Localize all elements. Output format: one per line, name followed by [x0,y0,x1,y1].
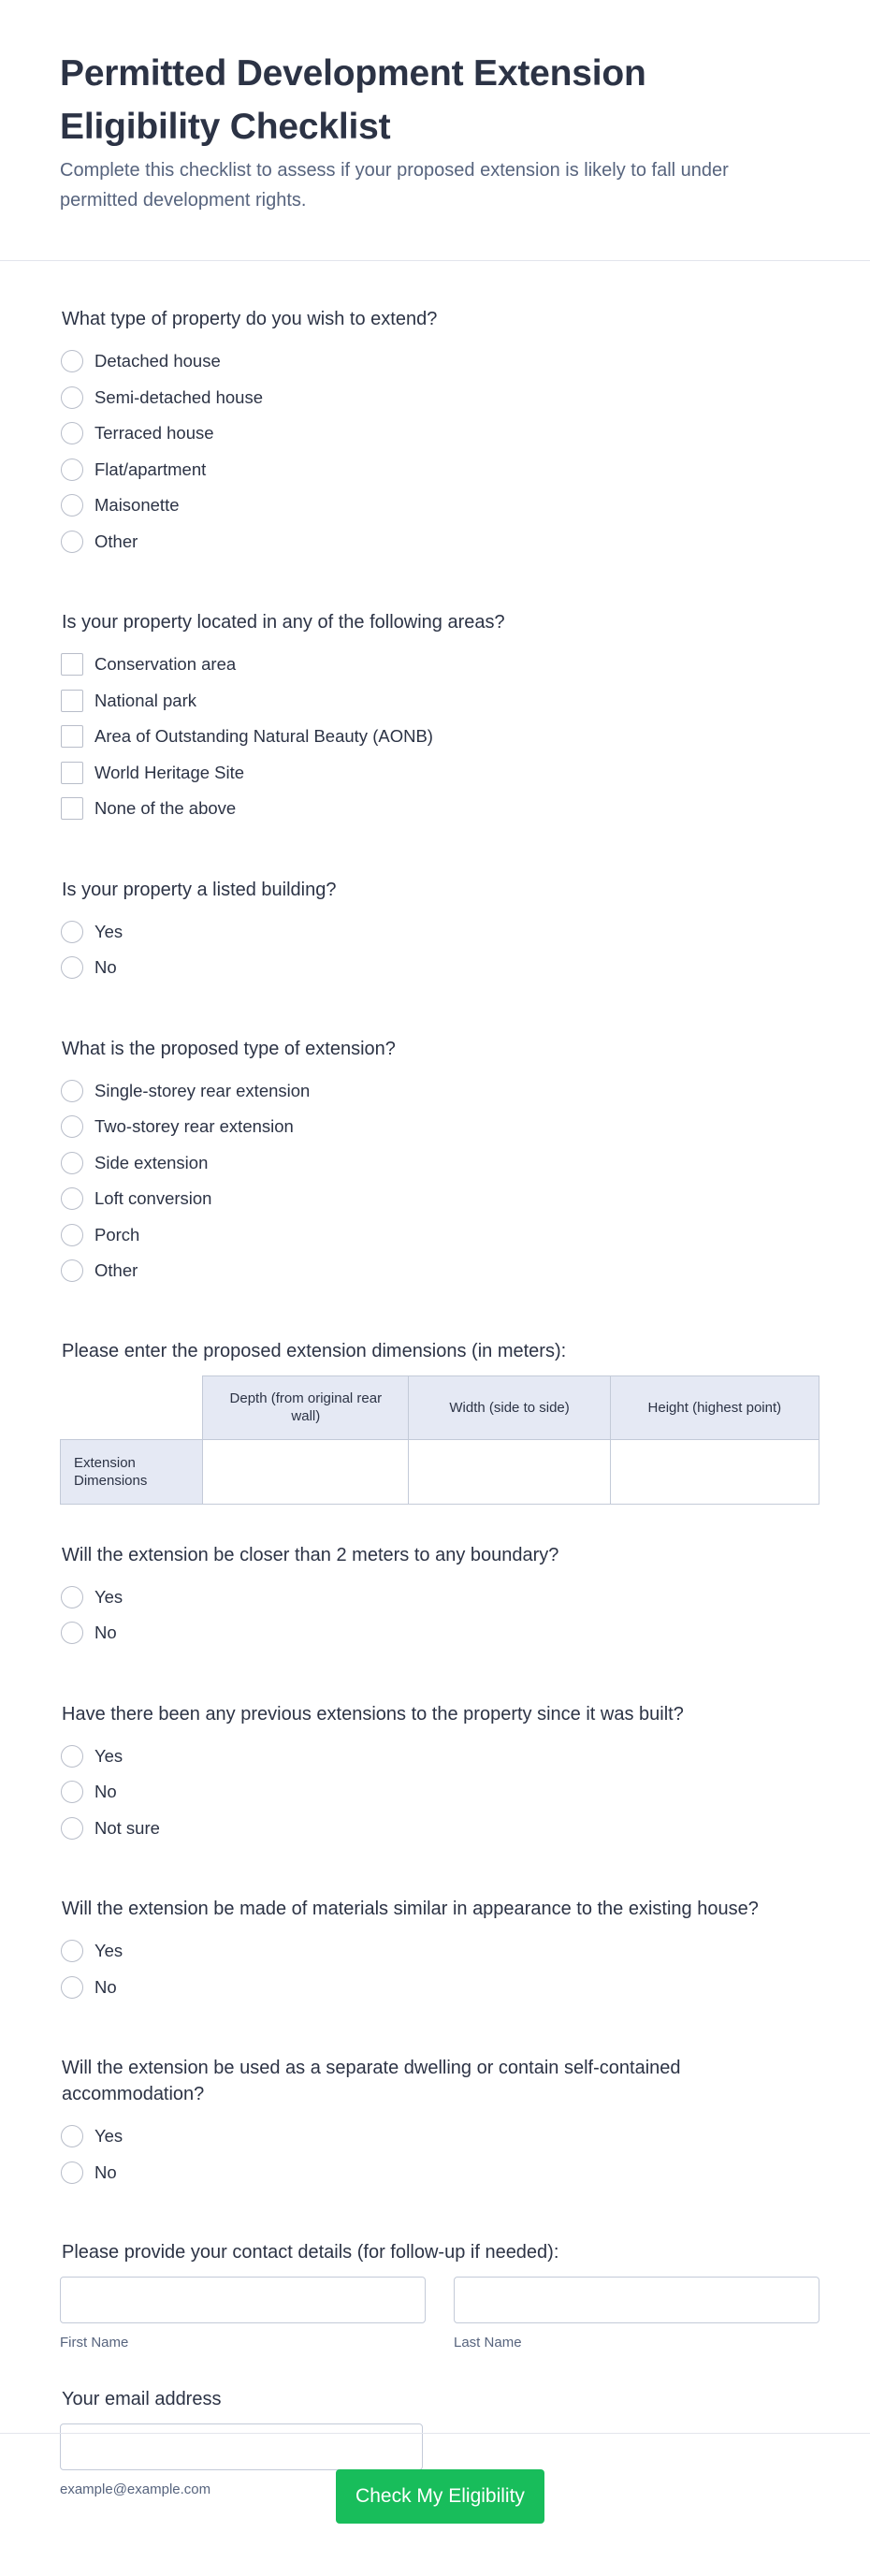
radio-option[interactable] [62,1253,808,1289]
radio-button[interactable] [61,1817,83,1840]
question-contact-details [0,2239,870,2350]
radio-option[interactable] [62,1933,808,1970]
question-title: Will the extension be made of materials similar in appearance to the existing house? [62,1899,759,1919]
radio-option[interactable] [62,1579,808,1616]
checkbox-option[interactable] [62,755,808,792]
name-fields [60,2277,808,2350]
radio-button[interactable] [61,350,83,372]
option-label: Other [94,1260,138,1281]
question-separate-dwelling [0,2055,870,2190]
radio-option[interactable] [62,415,808,452]
option-label: Yes [94,921,123,941]
radio-option[interactable] [62,1739,808,1775]
option-label: Yes [94,1941,123,1961]
last-name-input[interactable] [454,2277,819,2323]
option-label: Loft conversion [94,1188,212,1209]
radio-option[interactable] [62,1970,808,2006]
depth-input-cell[interactable] [203,1439,409,1504]
last-name-label: Last Name [454,2335,522,2350]
option-label: Terraced house [94,423,214,444]
option-label: Area of Outstanding Natural Beauty (AONB) [94,726,433,747]
radio-option[interactable] [62,1145,808,1182]
radio-button[interactable] [61,2161,83,2184]
radio-option[interactable] [62,1181,808,1217]
checkbox-option[interactable] [62,647,808,683]
checkbox-option[interactable] [62,719,808,755]
option-label: Yes [94,2126,123,2147]
option-label: World Heritage Site [94,762,245,782]
question-areas [0,609,870,827]
first-name-field [60,2277,426,2350]
question-title: Your email address [62,2389,222,2409]
radio-button[interactable] [61,386,83,409]
row-header: Extension Dimensions [61,1439,203,1504]
radio-button[interactable] [61,1259,83,1282]
checklist-form [0,306,870,2497]
question-extension-type [0,1036,870,1289]
checkbox[interactable] [61,725,83,748]
radio-button[interactable] [61,1152,83,1174]
table-header-row [61,1375,819,1439]
form-footer [0,2433,870,2576]
radio-button[interactable] [61,921,83,943]
column-header: Width (side to side) [409,1375,610,1439]
option-label: Porch [94,1224,140,1244]
question-title: Please enter the proposed extension dimensions (in meters): [62,1340,567,1361]
radio-option[interactable] [62,1615,808,1652]
radio-option[interactable] [62,488,808,524]
last-name-field [454,2277,819,2350]
first-name-input[interactable] [60,2277,426,2323]
checkbox-option[interactable] [62,791,808,827]
option-label: None of the above [94,798,237,819]
radio-button[interactable] [61,1224,83,1246]
radio-option[interactable] [62,524,808,560]
height-input-cell[interactable] [610,1439,819,1504]
radio-button[interactable] [61,1586,83,1608]
radio-option[interactable] [62,343,808,380]
width-input-cell[interactable] [409,1439,610,1504]
radio-option[interactable] [62,1811,808,1847]
question-title: Have there been any previous extensions to the property since it was built? [62,1703,684,1725]
dimensions-table [60,1375,819,1505]
radio-option[interactable] [62,2155,808,2191]
radio-option[interactable] [62,452,808,488]
radio-option[interactable] [62,950,808,986]
question-title: Will the extension be closer than 2 meters to any boundary? [62,1544,559,1565]
option-label: Not sure [94,1817,160,1838]
radio-button[interactable] [61,531,83,553]
question-title: What is the proposed type of extension? [62,1038,396,1059]
submit-button[interactable]: Check My Eligibility [336,2469,544,2524]
checkbox[interactable] [61,797,83,820]
option-label: No [94,1623,117,1643]
checkbox[interactable] [61,653,83,676]
radio-option[interactable] [62,914,808,951]
option-label: No [94,2161,117,2182]
table-row [61,1439,819,1504]
checkbox-option[interactable] [62,683,808,720]
table-corner [61,1375,203,1439]
option-label: Flat/apartment [94,458,207,479]
question-materials [0,1896,870,2005]
option-label: Two-storey rear extension [94,1116,294,1137]
checkbox[interactable] [61,690,83,712]
option-label: Yes [94,1586,123,1607]
radio-button[interactable] [61,1781,83,1803]
radio-button[interactable] [61,422,83,444]
radio-button[interactable] [61,1187,83,1210]
column-header: Height (highest point) [610,1375,819,1439]
radio-option[interactable] [62,1109,808,1145]
radio-button[interactable] [61,1622,83,1644]
radio-button[interactable] [61,458,83,481]
question-previous-extensions [0,1701,870,1847]
option-label: Conservation area [94,654,237,675]
option-label: Yes [94,1745,123,1766]
radio-button[interactable] [61,1745,83,1768]
question-dimensions [0,1338,870,1505]
email-hint: example@example.com [60,2481,211,2497]
page-description: Complete this checklist to assess if your proposed extension is likely to fall under permitted development rights. [60,160,729,211]
question-title: Please provide your contact details (for follow-up if needed): [62,2242,559,2263]
radio-option[interactable] [62,1073,808,1110]
radio-button[interactable] [61,2125,83,2147]
option-label: National park [94,690,197,710]
option-label: Maisonette [94,495,180,516]
column-header: Depth (from original rear wall) [203,1375,409,1439]
question-boundary [0,1542,870,1652]
radio-option[interactable] [62,1217,808,1254]
option-label: No [94,957,117,978]
radio-option[interactable] [62,1774,808,1811]
question-property-type [0,306,870,560]
page-title: Permitted Development Extension Eligibility Checklist [60,53,646,147]
question-title: Is your property a listed building? [62,879,337,900]
form-header [0,0,870,261]
radio-button[interactable] [61,1080,83,1102]
option-label: Single-storey rear extension [94,1080,311,1100]
option-label: Semi-detached house [94,386,263,407]
radio-button[interactable] [61,1940,83,1962]
option-label: Side extension [94,1152,209,1172]
option-label: Other [94,531,138,551]
radio-button[interactable] [61,956,83,979]
radio-option[interactable] [62,2118,808,2155]
radio-option[interactable] [62,380,808,416]
radio-button[interactable] [61,494,83,517]
option-label: No [94,1782,117,1802]
question-title: What type of property do you wish to extend? [62,309,438,329]
first-name-label: First Name [60,2335,129,2350]
option-label: Detached house [94,351,221,371]
question-title: Is your property located in any of the following areas? [62,612,505,633]
question-listed-building [0,877,870,986]
option-label: No [94,1976,117,1997]
question-title: Will the extension be used as a separate dwelling or contain self-contained accommodation? [62,2058,681,2104]
checkbox[interactable] [61,762,83,784]
radio-button[interactable] [61,1115,83,1138]
radio-button[interactable] [61,1976,83,1999]
